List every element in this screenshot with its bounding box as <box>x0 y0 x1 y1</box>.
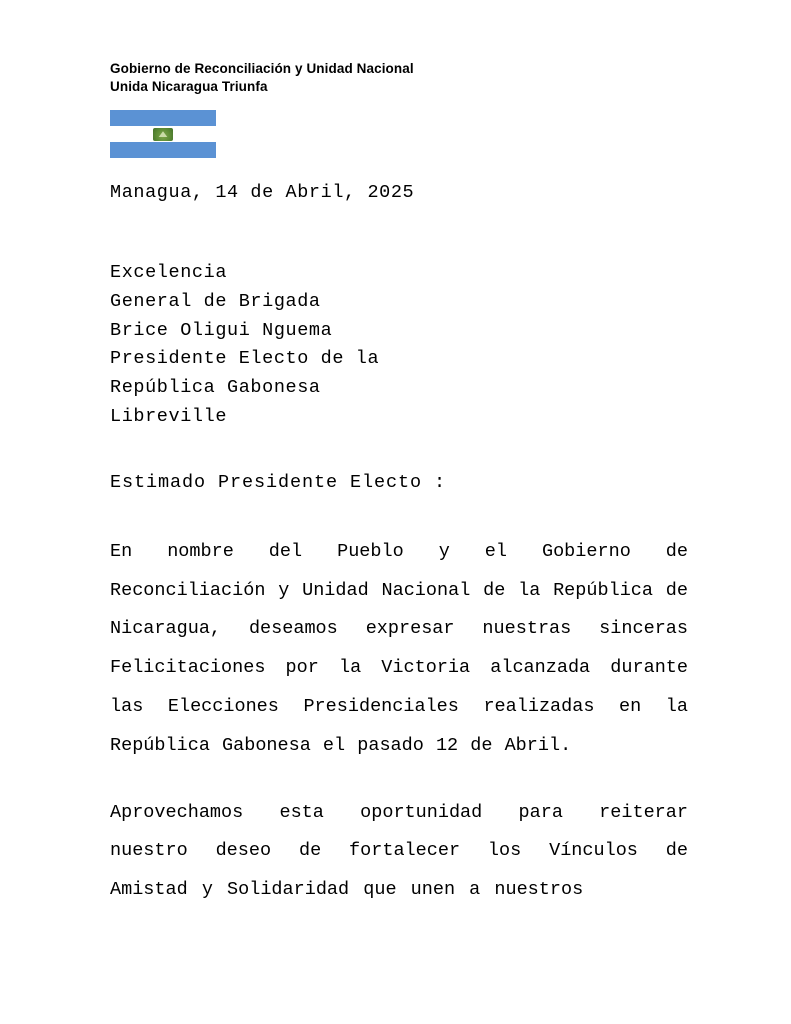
letter-date: Managua, 14 de Abril, 2025 <box>110 182 415 203</box>
addressee-line-2: General de Brigada <box>110 290 321 312</box>
flag-emblem-icon <box>153 128 173 141</box>
letter-salutation: Estimado Presidente Electo : <box>110 471 447 493</box>
letter-body <box>110 178 710 910</box>
letterhead-line-2: Unida Nicaragua Triunfa <box>110 79 268 94</box>
flag-band-bottom <box>110 142 216 158</box>
letter-paragraph-2: Aprovechamos esta oportunidad para reiterar nuestro deseo de fortalecer los Vínculos de Amistad y Solidaridad que unen a nuestros <box>110 801 688 901</box>
letterhead-line-1: Gobierno de Reconciliación y Unidad Nacional <box>110 61 414 76</box>
flag-band-middle <box>110 126 216 142</box>
spacer-after-date <box>110 207 710 259</box>
addressee-line-4: Presidente Electo de la <box>110 348 380 370</box>
letter-paragraph-1: En nombre del Pueblo y el Gobierno de Reconciliación y Unidad Nacional de la República de Nicaragua, deseamos expresar nuestras sinceras Felicitaciones por la Victoria alcanzada durante las Elecciones Presidenciales realizadas en la República Gabonesa el pasado 12 de Abril. <box>110 540 688 756</box>
addressee-line-3: Brice Oligui Nguema <box>110 319 333 341</box>
addressee-line-5: República Gabonesa <box>110 377 321 399</box>
nicaragua-flag-icon <box>110 110 216 158</box>
addressee-line-6: Libreville <box>110 405 228 427</box>
spacer-after-addressee <box>110 432 710 468</box>
letterhead <box>110 60 710 96</box>
spacer-between-paragraphs <box>110 766 710 794</box>
flag-band-top <box>110 110 216 126</box>
spacer-after-salutation <box>110 497 710 533</box>
addressee-line-1: Excelencia <box>110 262 228 283</box>
